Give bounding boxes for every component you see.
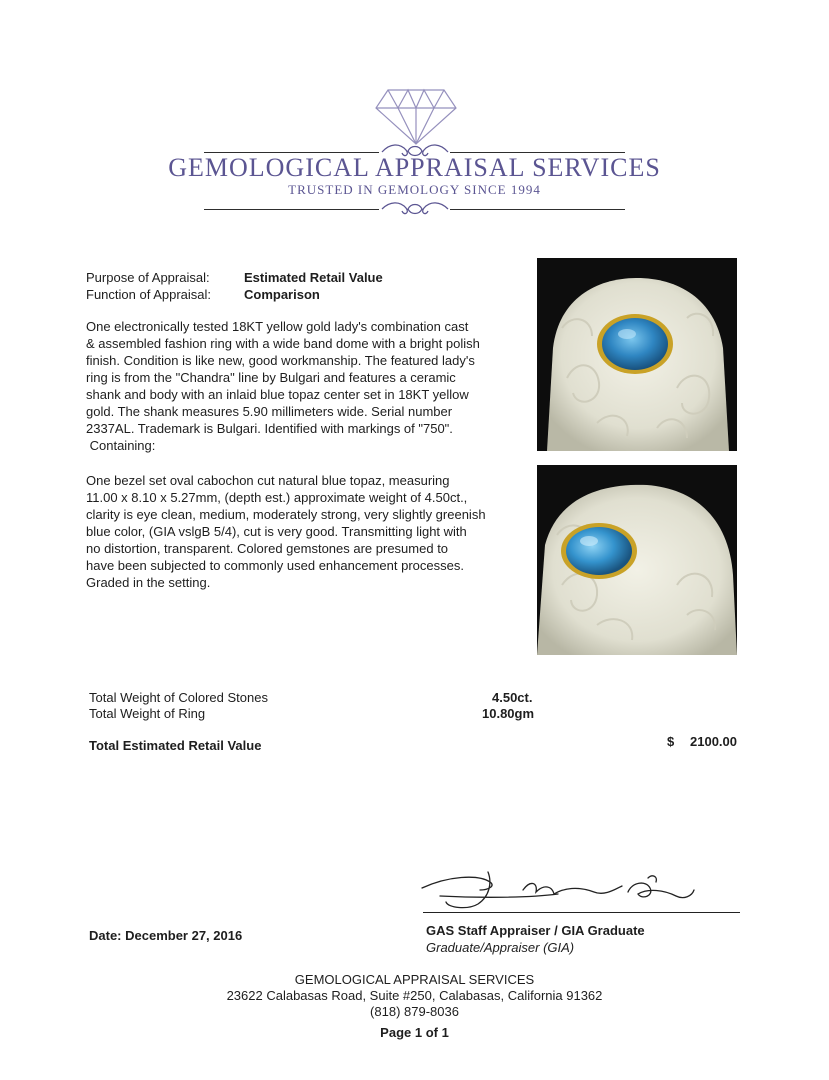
signature-icon (418, 868, 718, 916)
footer-phone: (818) 879-8036 (370, 1004, 459, 1019)
header-rule-bottom (204, 209, 379, 210)
description-line: gold. The shank measures 5.90 millimeters wide. Serial number (86, 404, 453, 419)
ring-image (537, 258, 737, 451)
total-stones-value: 4.50ct. (492, 690, 533, 705)
footer-company: GEMOLOGICAL APPRAISAL SERVICES (294, 972, 535, 987)
appraisal-date: Date: December 27, 2016 (89, 928, 243, 943)
stone-line: have been subjected to commonly used enhancement processes. (86, 558, 464, 573)
stone-line: blue color, (GIA vslgB 5/4), cut is very good. Transmitting light with (86, 524, 467, 539)
diamond-icon (374, 86, 458, 146)
signer-credential: Graduate/Appraiser (GIA) (426, 940, 575, 955)
description-line: ring is from the "Chandra" line by Bulgari and features a ceramic (86, 370, 456, 385)
total-retail-value: 2100.00 (690, 734, 737, 749)
description-line: 2337AL. Trademark is Bulgari. Identified with markings of "750". (86, 421, 453, 436)
signature-line (423, 912, 740, 913)
page-number: Page 1 of 1 (380, 1025, 449, 1040)
stone-line: Graded in the setting. (86, 575, 211, 590)
ring-photo-top (537, 258, 737, 451)
ring-image (537, 465, 737, 655)
currency-symbol: $ (667, 734, 675, 749)
header-rule-bottom (450, 209, 625, 210)
total-ring-label: Total Weight of Ring (89, 706, 206, 721)
description-line: finish. Condition is like new, good workmanship. The featured lady's (86, 353, 475, 368)
company-tagline: TRUSTED IN GEMOLOGY SINCE 1994 (288, 182, 541, 197)
total-ring-value: 10.80gm (482, 706, 535, 721)
item-description (86, 318, 516, 454)
description-line: Containing: (86, 438, 156, 453)
stone-description (86, 472, 516, 591)
function-value: Comparison (244, 287, 320, 302)
signer-title: GAS Staff Appraiser / GIA Graduate (426, 923, 645, 938)
description-line: shank and body with an inlaid blue topaz center set in 18KT yellow (86, 387, 469, 402)
company-title: GEMOLOGICAL APPRAISAL SERVICES (168, 153, 661, 182)
stone-line: One bezel set oval cabochon cut natural blue topaz, measuring (86, 473, 450, 488)
total-retail-label: Total Estimated Retail Value (89, 738, 262, 753)
total-stones-label: Total Weight of Colored Stones (89, 690, 268, 705)
purpose-value: Estimated Retail Value (244, 270, 383, 285)
function-label: Function of Appraisal: (86, 287, 212, 302)
description-line: & assembled fashion ring with a wide band dome with a bright polish (86, 336, 480, 351)
description-line: One electronically tested 18KT yellow gold lady's combination cast (86, 319, 469, 334)
purpose-label: Purpose of Appraisal: (86, 270, 210, 285)
ring-photo-angle (537, 465, 737, 655)
stone-line: no distortion, transparent. Colored gemstones are presumed to (86, 541, 449, 556)
flourish-ornament (380, 199, 450, 219)
stone-line: clarity is eye clean, medium, moderately strong, very slightly greenish (86, 507, 486, 522)
footer-address: 23622 Calabasas Road, Suite #250, Calabasas, California 91362 (226, 988, 603, 1003)
stone-line: 11.00 x 8.10 x 5.27mm, (depth est.) approximate weight of 4.50ct., (86, 490, 468, 505)
